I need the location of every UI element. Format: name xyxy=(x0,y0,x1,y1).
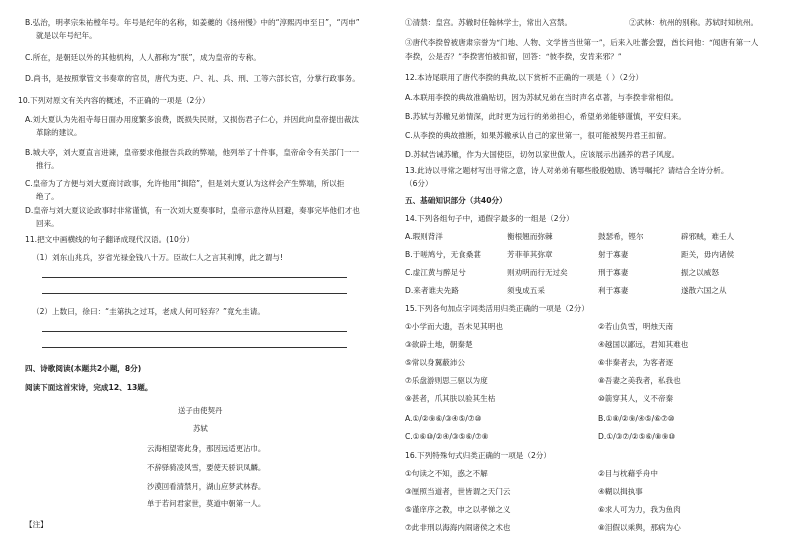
section-4-heading: 四、诗歌阅读(本题共2小题，8分) xyxy=(25,364,142,373)
poem-note-label: 【注】 xyxy=(25,520,48,529)
q14-option: 振之以威怒 xyxy=(681,268,719,277)
q15-item: ⑧吾妻之美我者，私我也 xyxy=(598,376,681,385)
q15-choice-a[interactable]: A.①/②⑨⑥/③④⑤/⑦⑩ xyxy=(405,414,482,423)
q15-item: ⑩箭穿其人，义不帝秦 xyxy=(598,394,674,403)
q15-item: ⑤常以身翼蔽沛公 xyxy=(405,358,465,367)
q9-option-b-line2: 就是以年号纪年。 xyxy=(36,31,97,40)
poem-title: 送子由使契丹 xyxy=(178,406,223,415)
section-4-instruction: 阅读下面这首宋诗，完成12、13题。 xyxy=(25,383,153,392)
q16-item: ①句读之不知，惑之不解 xyxy=(405,469,488,478)
q12-option-a: A.本联用李揆的典故准确贴切，因为苏轼兄弟在当时声名卓著，与李揆非常相似。 xyxy=(405,93,679,102)
answer-line[interactable] xyxy=(42,293,347,294)
poem-note-1: ①清禁：皇宫。苏辙时任翰林学士，常出入宫禁。 xyxy=(405,18,573,27)
q14-option: D.来者谁夫先路 xyxy=(405,286,459,295)
q10-option-a-line1: A.刘大夏认为先祖寺每日面办用度繁多浪费，既损失民财，又损伤君子仁心，并因此向皇帝提出裁汰 xyxy=(25,115,360,124)
q10-option-c-line1: C.皇帝为了方便与刘大夏商讨政事，允许他用“揖陪”，但是刘大夏认为这样会产生弊端，所以拒 xyxy=(25,179,345,188)
section-5-heading: 五、基础知识部分（共40分） xyxy=(405,196,507,205)
q16-item: ⑤谨庠序之教，申之以孝悌之义 xyxy=(405,505,511,514)
q14-option: 鼓瑟希，铿尔 xyxy=(598,232,644,241)
question-14: 14.下列各组句子中，通假字最多的一组是（2分） xyxy=(405,214,574,223)
question-12: 12.本诗尾联用了唐代李揆的典故,以下赏析不正确的一项是（ ）（2分） xyxy=(405,73,644,82)
q14-option: 则劝明而行无过矣 xyxy=(507,268,568,277)
q14-option: 射于寡妻 xyxy=(598,250,629,259)
q15-item: ③欲辟土地，朝秦楚 xyxy=(405,340,473,349)
poem-note-3-line2: 李揆，公是否？”李揆害怕被扣留，回答：“彼李揆，安肯来邪？” xyxy=(405,52,622,61)
q16-item: ②目与枕藉乎舟中 xyxy=(598,469,658,478)
q14-option: 芳菲菲其弥章 xyxy=(507,250,553,259)
q16-item: ⑥求人可为力，我为鱼肉 xyxy=(598,505,681,514)
q11-sentence-1: （1）刘东山兆兵，岁省光禄金钱八十万。臣故仁人之言其利博，此之谓与! xyxy=(32,253,283,262)
q12-option-c: C.从李揆的典故推断，如果苏辙承认自己的家世第一，很可能被契丹君王扣留。 xyxy=(405,131,671,140)
q15-item: ⑦乐盘游则思三驱以为度 xyxy=(405,376,488,385)
q9-option-b-line1: B.弘治，明孝宗朱祐樘年号。年号是纪年的名称，如姜夔的《扬州慢》中的“淳熙丙申至日”，“丙申” xyxy=(25,18,360,27)
q14-option: 须曳成五采 xyxy=(507,286,545,295)
answer-line[interactable] xyxy=(42,277,347,278)
answer-line[interactable] xyxy=(42,347,347,348)
q14-option: 遂散六国之从 xyxy=(681,286,727,295)
poem-line: 不辞驿骑凌风雪，要使天骄识凤麟。 xyxy=(147,463,266,472)
q16-item: ③厘照当道者，世皆谓之天门云 xyxy=(405,487,511,496)
q14-option: A.瑕则背洋 xyxy=(405,232,443,241)
q14-option: 辟邪贼，难壬人 xyxy=(681,232,735,241)
q15-item: ⑨甚者，爪其肤以验其生枯 xyxy=(405,394,496,403)
q15-choice-c[interactable]: C.①⑥⑩/②④/③⑤⑥/⑦⑧ xyxy=(405,432,489,441)
question-15: 15.下列各句加点字词类活用归类正确的一项是（2分） xyxy=(405,304,589,313)
q14-option: 衡根翘而弥棘 xyxy=(507,232,553,241)
q9-option-d: D.尚书，是按照掌管文书奏章的官员，唐代为吏、户、礼、兵、刑、工等六部长官，分掌行政事务。 xyxy=(25,74,360,83)
question-10: 10.下列对原文有关内容的概述，不正确的一项是（2分） xyxy=(18,96,210,105)
question-13-line1: 13.此诗以寻常之题材写出寻常之意，诗人对弟弟有哪些殷殷勉励、诱导嘱托？请结合全诗分析。 xyxy=(405,166,729,175)
q15-item: ⑥非秦者去，为客者逐 xyxy=(598,358,674,367)
q11-sentence-2: （2）上数曰，徐曰：“圭第执之过耳，老成人何可轻弃？”竟允圭请。 xyxy=(32,307,265,316)
q14-option: B.于嗟鸠兮，无食桑葚 xyxy=(405,250,481,259)
q10-option-b-line1: B.城大亭，刘大夏直言进谏，皇帝要求他报告兵政的弊端，他列举了十件事，皇帝命令有关部门一一 xyxy=(25,148,360,157)
poem-author: 苏轼 xyxy=(193,424,208,433)
q10-option-c-line2: 绝了。 xyxy=(36,192,59,201)
question-11: 11.把文中画横线的句子翻译成现代汉语。(10分） xyxy=(25,235,194,244)
q12-option-b: B.苏轼与苏辙兄弟情深，此时更为远行的弟弟担心，希望弟弟能够谨慎，平安归来。 xyxy=(405,112,686,121)
q16-item: ⑧泪假以乘舆，那病为心 xyxy=(598,523,681,532)
q16-item: ⑦此非刑以海海内闹诸侯之术也 xyxy=(405,523,511,532)
q14-option: 刑于寡妻 xyxy=(598,268,629,277)
q10-option-d-line1: D.皇帝与刘大夏议论政事时非常谨慎，有一次刘大夏奏事时，皇帝示意待从回避，奏事完毕他们才也 xyxy=(25,206,360,215)
question-16: 16.下列特殊句式归类正确的一项是（2分） xyxy=(405,451,551,460)
poem-note-3-line1: ③唐代李揆曾被唐肃宗誉为“门地、人物、文学皆当世第一”，后来入吐蕃会盟，酋长问他：“闻唐有第一人 xyxy=(405,38,759,47)
q9-option-c: C.所在，是朝廷以外的其他机构，人人都称为“朕”，成为皇帝的专称。 xyxy=(25,53,261,62)
q15-choice-d[interactable]: D.①/③⑦/②⑤⑥/⑧⑨⑩ xyxy=(598,432,676,441)
q15-item: ④越国以鄙远，君知其难也 xyxy=(598,340,689,349)
q12-option-d: D.苏轼告诫苏辙，作为大国使臣，切勿以家世傲人，应该展示出涵养的君子风度。 xyxy=(405,150,680,159)
poem-line: 单于若问君家世，莫道中朝第一人。 xyxy=(147,499,266,508)
q10-option-d-line2: 回来。 xyxy=(36,219,59,228)
q10-option-a-line2: 革除的建议。 xyxy=(36,128,82,137)
question-13-line2: （6分） xyxy=(405,179,433,188)
q14-option: 距关，毋内诸侯 xyxy=(681,250,735,259)
q15-item: ①小学而大遗，吾未见其明也 xyxy=(405,322,503,331)
poem-note-2: ②武林：杭州的别称。苏轼时知杭州。 xyxy=(629,18,759,27)
poem-line: 沙漠回看清禁月，湖山应梦武林春。 xyxy=(147,482,266,491)
q15-item: ②若山负雪，明烛天南 xyxy=(598,322,674,331)
answer-line[interactable] xyxy=(42,331,347,332)
q16-item: ④糊以揖执事 xyxy=(598,487,643,496)
poem-line: 云海相望寄此身，那因远适更沾巾。 xyxy=(147,444,266,453)
q14-option: C.虚江黄与醉足兮 xyxy=(405,268,466,277)
q15-choice-b[interactable]: B.①⑧/②⑨/④⑤/⑥⑦⑩ xyxy=(598,414,675,423)
q10-option-b-line2: 推行。 xyxy=(36,161,59,170)
q14-option: 利于寡妻 xyxy=(598,286,629,295)
